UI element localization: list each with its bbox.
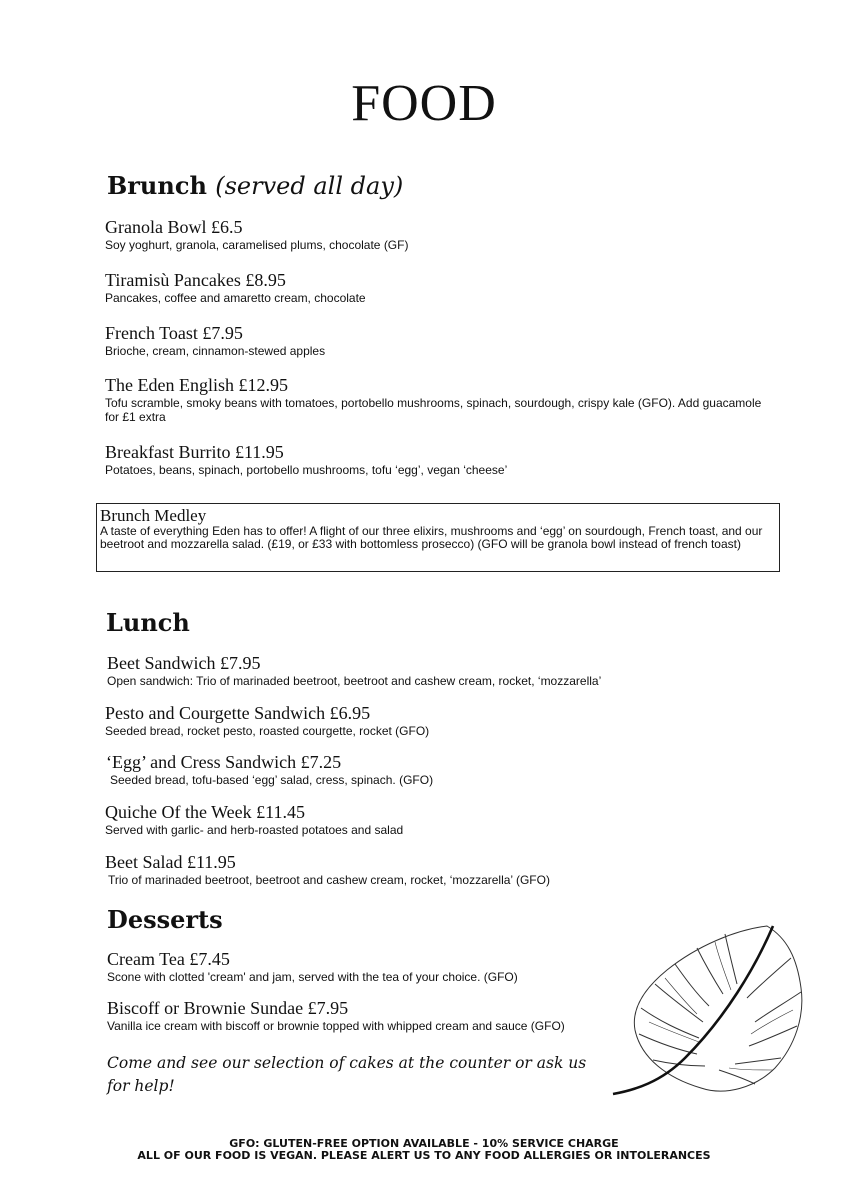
menu-item-name: Granola Bowl £6.5 [105, 217, 243, 237]
brunch-heading [107, 171, 403, 200]
menu-item-name: ‘Egg’ and Cress Sandwich £7.25 [106, 752, 342, 772]
menu-item-name: French Toast £7.95 [105, 323, 243, 343]
menu-item [105, 270, 785, 305]
brunch-heading-note: (served all day) [215, 172, 404, 200]
desserts-heading: Desserts [107, 905, 223, 934]
brunch-heading-label: Brunch [107, 171, 207, 200]
menu-item-name: Beet Salad £11.95 [105, 852, 236, 872]
menu-item-desc: Soy yoghurt, granola, caramelised plums, chocolate (GF) [105, 238, 409, 252]
menu-item-name: Cream Tea £7.45 [107, 949, 230, 969]
menu-item-desc: Tofu scramble, smoky beans with tomatoes, portobello mushrooms, spinach, sourdough, crispy kale (GFO). Add guacamole for £1 extra [105, 396, 762, 424]
footer-line-2: ALL OF OUR FOOD IS VEGAN. PLEASE ALERT US TO ANY FOOD ALLERGIES OR INTOLERANCES [137, 1149, 711, 1162]
menu-item [107, 653, 767, 688]
monstera-leaf-icon [605, 918, 815, 1128]
cakes-note: Come and see our selection of cakes at the counter or ask us for help! [107, 1054, 587, 1095]
menu-item [105, 442, 785, 477]
footer [0, 1138, 848, 1162]
brunch-medley-desc: A taste of everything Eden has to offer! A flight of our three elixirs, mushrooms and ‘egg’ on sourdough, French toast, and our beetroot and mozzarella salad. (£19, or £33 with bottomless prosecco) (GFO will be granola bowl instead of french toast) [100, 524, 763, 551]
menu-item [107, 949, 607, 984]
menu-item-name: Tiramisù Pancakes £8.95 [105, 270, 286, 290]
menu-item [105, 375, 765, 424]
menu-item [105, 323, 785, 358]
menu-item-desc: Potatoes, beans, spinach, portobello mushrooms, tofu ‘egg’, vegan ‘cheese’ [105, 463, 508, 477]
menu-item-name: Beet Sandwich £7.95 [107, 653, 261, 673]
menu-item-name: Quiche Of the Week £11.45 [105, 802, 305, 822]
menu-item [105, 802, 765, 837]
lunch-heading: Lunch [106, 608, 190, 637]
menu-item-desc: Seeded bread, rocket pesto, roasted courgette, rocket (GFO) [105, 724, 430, 738]
menu-item-name: Biscoff or Brownie Sundae £7.95 [107, 998, 349, 1018]
menu-item-name: Breakfast Burrito £11.95 [105, 442, 284, 462]
menu-item [106, 752, 766, 787]
menu-item-desc: Brioche, cream, cinnamon-stewed apples [105, 344, 326, 358]
menu-item-desc: Scone with clotted 'cream' and jam, served with the tea of your choice. (GFO) [107, 970, 518, 984]
menu-item [105, 852, 765, 887]
brunch-medley-name: Brunch Medley [100, 506, 207, 525]
menu-item-name: Pesto and Courgette Sandwich £6.95 [105, 703, 371, 723]
menu-item-desc: Trio of marinaded beetroot, beetroot and cashew cream, rocket, ‘mozzarella’ (GFO) [108, 873, 550, 887]
footer-line-1: GFO: GLUTEN-FREE OPTION AVAILABLE - 10% SERVICE CHARGE [229, 1137, 619, 1150]
menu-item [107, 998, 627, 1033]
menu-item [105, 217, 785, 252]
brunch-medley-box [96, 503, 780, 572]
menu-item-desc: Open sandwich: Trio of marinaded beetroot, beetroot and cashew cream, rocket, ‘mozzarella’ [107, 674, 602, 688]
menu-item-name: The Eden English £12.95 [105, 375, 288, 395]
menu-item [105, 703, 765, 738]
menu-item-desc: Vanilla ice cream with biscoff or brownie topped with whipped cream and sauce (GFO) [107, 1019, 565, 1033]
menu-item-desc: Seeded bread, tofu-based ‘egg’ salad, cress, spinach. (GFO) [110, 773, 434, 787]
menu-item-desc: Served with garlic- and herb-roasted potatoes and salad [105, 823, 404, 837]
page-title: FOOD [351, 75, 497, 132]
menu-item-desc: Pancakes, coffee and amaretto cream, chocolate [105, 291, 366, 305]
